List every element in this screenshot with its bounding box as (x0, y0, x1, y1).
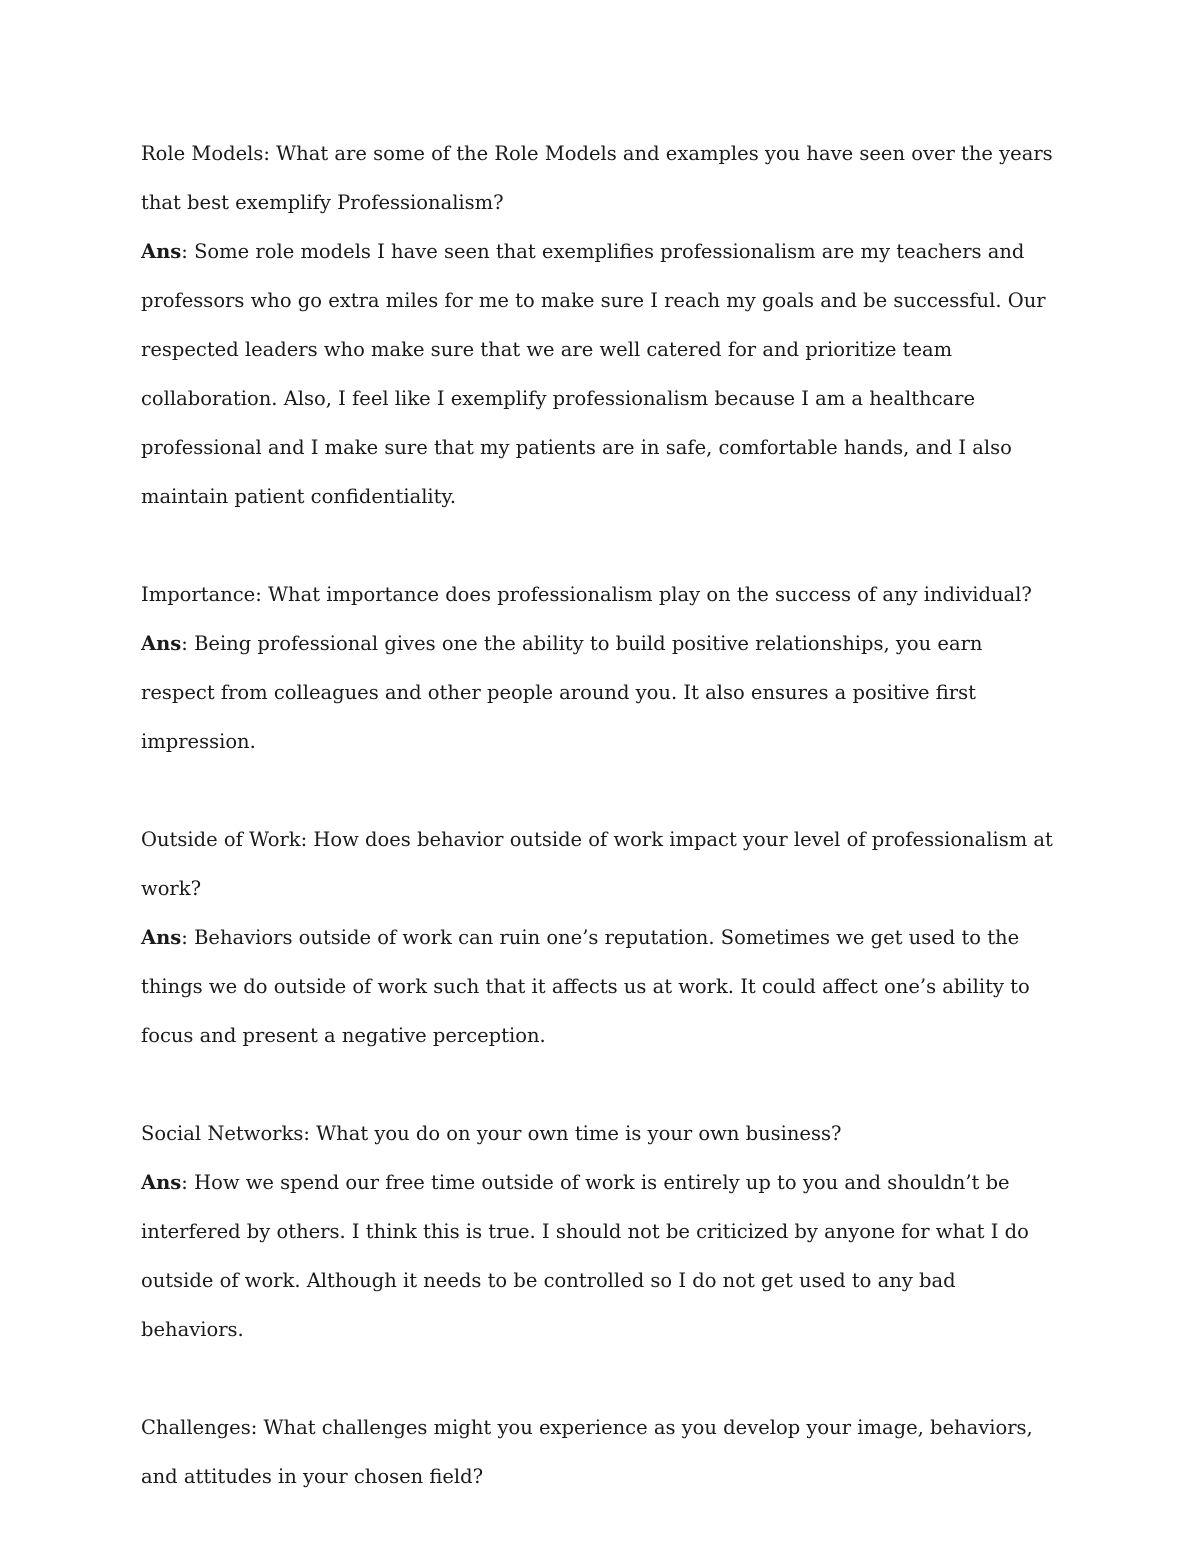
answer-label: Ans (141, 240, 182, 263)
question-text: Outside of Work: How does behavior outside of work impact your level of professionalism at work? (141, 828, 1053, 900)
question-text: Social Networks: What you do on your own time is your own business? (141, 1122, 842, 1145)
answer-text: Some role models I have seen that exemplifies professionalism are my teachers and professors who go extra miles for me to make sure I reach my goals and be successful. Our respected leaders who make sure that we are well catered for and prioritize team collaboration. Also, I feel like I exemplify professionalism because I am a healthcare professional and I make sure that my patients are in safe, comfortable hands, and I also maintain patient confidentiality. (141, 240, 1046, 508)
section-social-networks (141, 1109, 1056, 1354)
answer-text: Behaviors outside of work can ruin one’s reputation. Sometimes we get used to the things we do outside of work such that it affects us at work. It could affect one’s ability to focus and present a negative perception. (141, 926, 1030, 1047)
section-importance (141, 570, 1056, 766)
section-challenges (141, 1403, 1056, 1501)
answer-paragraph (141, 1158, 1056, 1354)
section-outside-of-work (141, 815, 1056, 1060)
answer-paragraph (141, 913, 1056, 1060)
answer-paragraph (141, 227, 1056, 521)
question-text: Challenges: What challenges might you experience as you develop your image, behaviors, and attitudes in your chosen field? (141, 1416, 1033, 1488)
answer-separator: : (181, 926, 195, 949)
section-role-models (141, 129, 1056, 521)
answer-label: Ans (141, 926, 182, 949)
document-body (141, 129, 1056, 1550)
answer-paragraph (141, 619, 1056, 766)
answer-separator: : (181, 240, 195, 263)
answer-separator: : (181, 1171, 195, 1194)
answer-label: Ans (141, 1171, 182, 1194)
answer-text: Being professional gives one the ability to build positive relationships, you earn respect from colleagues and other people around you. It also ensures a positive first impression. (141, 632, 983, 753)
answer-text: How we spend our free time outside of work is entirely up to you and shouldn’t be interfered by others. I think this is true. I should not be criticized by anyone for what I do outside of work. Although it needs to be controlled so I do not get used to any bad behaviors. (141, 1171, 1029, 1341)
question-text: Importance: What importance does professionalism play on the success of any individual? (141, 583, 1032, 606)
question-text: Role Models: What are some of the Role Models and examples you have seen over the years that best exemplify Professionalism? (141, 142, 1053, 214)
answer-label: Ans (141, 632, 182, 655)
answer-separator: : (181, 632, 195, 655)
